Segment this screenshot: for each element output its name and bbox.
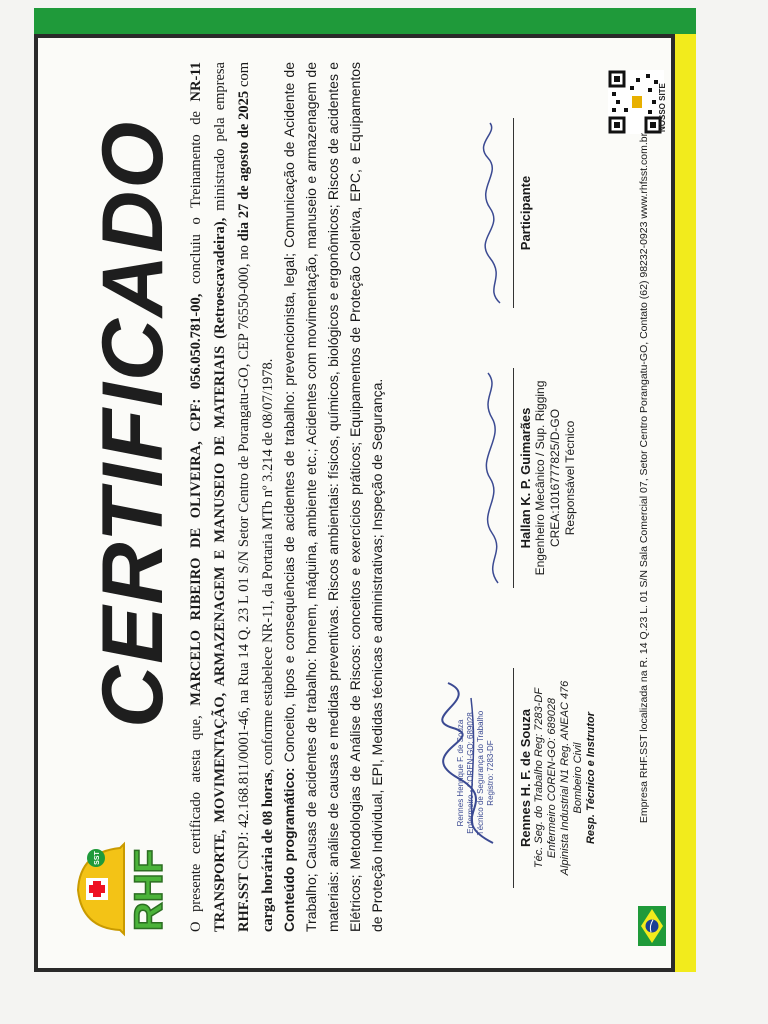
- training-date: dia 27 de agosto de 2025: [236, 90, 252, 242]
- instructor-role: Resp. Técnico e Instrutor: [585, 711, 597, 845]
- signature-line: [513, 668, 514, 888]
- body-mid3: CNPJ: 42.168.811/0001-46, na Rua 14 Q. 23 L 01 S/N Setor Centro de Porangatu-GO, CEP 76550-000, no: [236, 241, 252, 874]
- participant-signature-block: [513, 118, 533, 308]
- engineer-signature-scribble: [478, 368, 510, 588]
- participant-label: Participante: [518, 175, 533, 251]
- instructor-signature-block: [513, 668, 598, 888]
- instructor-signature-scribble: [433, 678, 508, 848]
- stamp-line: Enfermeiro - COREN-GO: 689028: [466, 712, 475, 834]
- stamp-line: Rennes Henrique F. de Souza: [456, 719, 465, 827]
- instructor-role: Alpinista Industrial N1 Reg. ANEAC 476: [559, 680, 571, 876]
- instructor-role: Téc. Seg. do Trabalho Reg: 7283-DF: [533, 687, 545, 869]
- program-content: [278, 62, 388, 932]
- right-yellow-border: [675, 34, 696, 972]
- body-mid2: ministrado pela empresa: [212, 62, 228, 218]
- signature-line: [513, 118, 514, 308]
- engineer-role: Responsável Técnico: [563, 420, 577, 536]
- body-mid4: com: [236, 62, 252, 91]
- signature-line: [513, 368, 514, 588]
- logo-badge-text: SST: [94, 851, 101, 865]
- engineer-name: Hallan K. P. Guimarães: [518, 407, 533, 549]
- body-intro: O presente certificado atesta que,: [188, 705, 204, 932]
- footer-company-info: Empresa RHF.SST localizada na R. 14 Q.23 L. 01 S/N Sala Comercial 07, Setor Centro Porangatu-GO, Contato (62) 98232-0923 www.rhfsst.com.br: [638, 132, 650, 824]
- qr-code-icon[interactable]: [608, 70, 664, 134]
- stamp-line: Técnico de Segurança do Trabalho: [476, 710, 485, 836]
- training-hours: carga horária de 08 horas: [260, 772, 276, 932]
- rhf-logo: [62, 830, 172, 940]
- participant-name: MARCELO RIBEIRO DE OLIVEIRA, CPF: 056.050.781-00,: [188, 293, 204, 706]
- content-label: Conteúdo programático:: [281, 767, 297, 932]
- stamp-line: Registro: 7283-DF: [486, 740, 495, 806]
- engineer-signature-block: [513, 368, 578, 588]
- logo-text: RHF: [127, 848, 171, 932]
- body-mid1: concluiu o Treinamento de: [188, 101, 204, 294]
- certificate-sheet: [34, 34, 675, 972]
- certificate-title: CERTIFICADO: [85, 119, 181, 728]
- instructor-role: Bombeiro Civil: [572, 742, 584, 814]
- participant-signature-scribble: [478, 118, 510, 308]
- certificate-body: [184, 62, 280, 932]
- engineer-role: Engenheiro Mecânico / Sup. Rigging: [533, 380, 547, 576]
- body-end: , conforme estabelece NR-11, da Portaria MTb nº 3.214 de 08/07/1978.: [260, 358, 276, 773]
- qr-label: NOSSO SITE: [658, 83, 667, 132]
- certificate-rotated-content: [38, 38, 671, 968]
- top-green-border: [34, 8, 696, 34]
- content-text: Conceito, tipos e consequências de acidentes de trabalho: prevencionista, legal; Comunicação de Acidente de Trabalho; Causas de acidentes de trabalho: homem, máquina, ambiente etc.; Acidentes com movimentação, manuseio e armazenagem de materiais: análise de causas e medidas preventivas. Riscos ambientais: físicos, químicos, biológicos e ergonômicos; Riscos de acidentes e Elétricos; Metodologias de Análise de Riscos: conceitos e exercícios práticos; Equipamentos de Proteção Coletiva, EPC, e Equipamentos de Proteção Individual, EPI, Medidas técnicas e administrativas; Inspeção de Segurança.: [281, 62, 385, 932]
- instructor-name: Rennes H. F. de Souza: [518, 709, 533, 847]
- training-name: NR-11 TRANSPORTE, MOVIMENTAÇÃO, ARMAZENAGEM E MANUSEIO DE MATERIAIS (Retroescavadeira),: [188, 62, 228, 932]
- brazil-flag-icon: [638, 906, 666, 946]
- company-name: RHF.SST: [236, 873, 252, 932]
- instructor-role: Enfermeiro COREN-GO: 689028: [546, 697, 558, 859]
- engineer-role: CREA:1016777825/D-GO: [548, 408, 562, 548]
